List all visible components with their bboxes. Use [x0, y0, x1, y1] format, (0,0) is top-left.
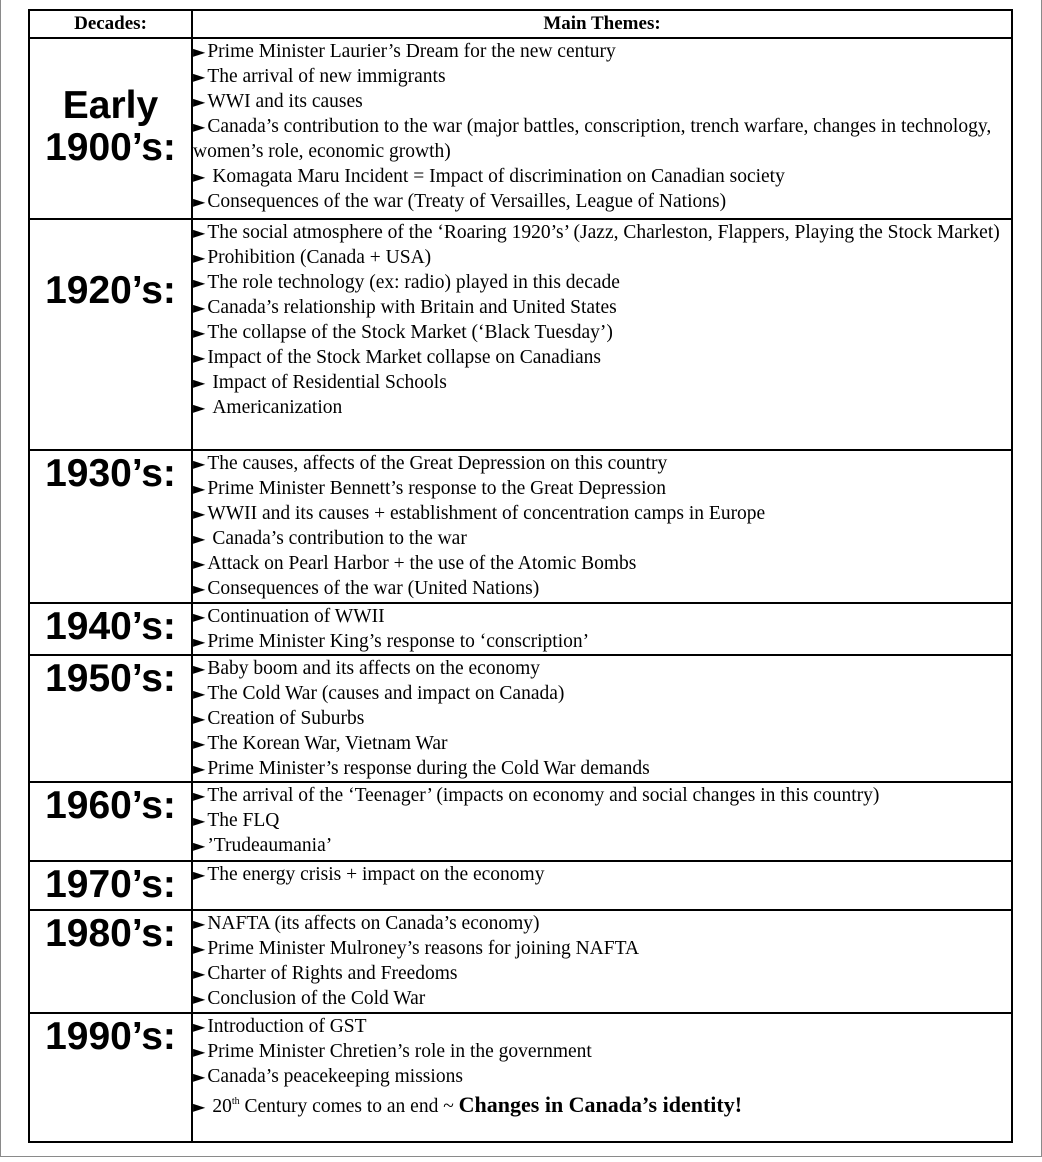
theme-item: [193, 220, 1011, 245]
theme-item: [193, 295, 1011, 320]
table-row-1950s: [29, 655, 1012, 782]
bullet-arrow-icon: ►: [193, 914, 206, 933]
decade-cell: [29, 910, 192, 1013]
theme-item-final: [193, 1092, 1011, 1119]
bullet-arrow-icon: ►: [193, 939, 206, 958]
theme-text: The FLQ: [207, 810, 280, 831]
decade-cell: [29, 603, 192, 655]
decade-label: 1920’s:: [45, 269, 176, 312]
bullet-arrow-icon: ►: [193, 1097, 206, 1116]
theme-item: [193, 39, 1011, 64]
theme-item: [193, 656, 1011, 681]
bullet-arrow-icon: ►: [193, 92, 206, 111]
theme-text: NAFTA (its affects on Canada’s economy): [207, 913, 540, 934]
decade-label: 1980’s:: [45, 912, 176, 955]
theme-item: [193, 961, 1011, 986]
decade-label-line-2: 1900’s:: [45, 126, 176, 169]
bullet-arrow-icon: ►: [193, 398, 206, 417]
theme-text: Canada’s contribution to the war (major battles, conscription, trench warfare, changes in technology, women’s role, economic growth): [193, 116, 992, 162]
table-row-1940s: [29, 603, 1012, 655]
themes-cell: [192, 861, 1012, 910]
table-row-1980s: [29, 910, 1012, 1013]
theme-item: [193, 833, 1011, 858]
bullet-arrow-icon: ►: [193, 373, 206, 392]
theme-text: Canada’s peacekeeping missions: [207, 1066, 463, 1087]
theme-item: [193, 551, 1011, 576]
decade-cell: [29, 782, 192, 861]
bullet-arrow-icon: ►: [193, 273, 206, 292]
ordinal-suffix: th: [231, 1096, 240, 1107]
theme-item: [193, 681, 1011, 706]
decade-label-line-1: Early: [62, 84, 159, 127]
theme-item: [193, 783, 1011, 808]
theme-text: The energy crisis + impact on the economy: [207, 864, 545, 885]
decade-cell: [29, 219, 192, 450]
theme-text: Attack on Pearl Harbor + the use of the Atomic Bombs: [207, 553, 637, 574]
theme-item: [193, 526, 1011, 551]
theme-item: [193, 986, 1011, 1011]
theme-item: [193, 370, 1011, 395]
bullet-arrow-icon: ►: [193, 167, 206, 186]
bullet-arrow-icon: ►: [193, 479, 206, 498]
theme-item: [193, 89, 1011, 114]
decade-cell: [29, 38, 192, 219]
theme-text: ’Trudeaumania’: [207, 835, 333, 856]
bullet-arrow-icon: ►: [193, 632, 206, 651]
bullet-arrow-icon: ►: [193, 323, 206, 342]
theme-item: [193, 731, 1011, 756]
theme-text: Impact of Residential Schools: [212, 372, 447, 393]
bullet-arrow-icon: ►: [193, 836, 206, 855]
header-row: [29, 10, 1012, 38]
bullet-arrow-icon: ►: [193, 964, 206, 983]
theme-item: [193, 345, 1011, 370]
theme-text: Impact of the Stock Market collapse on Canadians: [207, 347, 601, 368]
theme-item: [193, 245, 1011, 270]
themes-cell: [192, 782, 1012, 861]
theme-item: [193, 911, 1011, 936]
decade-label: 1970’s:: [45, 863, 176, 906]
theme-text: Creation of Suburbs: [207, 708, 365, 729]
theme-text: The arrival of new immigrants: [207, 66, 446, 87]
bullet-arrow-icon: ►: [193, 67, 206, 86]
theme-text: WWII and its causes + establishment of concentration camps in Europe: [207, 503, 766, 524]
bullet-arrow-icon: ►: [193, 1042, 206, 1061]
bullet-arrow-icon: ►: [193, 117, 206, 136]
table-row-1920s: [29, 219, 1012, 450]
theme-text: Consequences of the war (United Nations): [207, 578, 540, 599]
decade-label: 1990’s:: [45, 1015, 176, 1058]
theme-item: [193, 451, 1011, 476]
decade-cell: [29, 450, 192, 603]
decade-label: 1930’s:: [45, 452, 176, 495]
themes-cell: [192, 1013, 1012, 1142]
theme-text: The causes, affects of the Great Depression on this country: [207, 453, 668, 474]
bullet-arrow-icon: ►: [193, 989, 206, 1008]
theme-item: [193, 706, 1011, 731]
theme-text: Baby boom and its affects on the economy: [207, 658, 541, 679]
theme-item: [193, 1014, 1011, 1039]
century-number: 20: [212, 1096, 232, 1117]
decade-label: [30, 39, 191, 169]
theme-text: Consequences of the war (Treaty of Versailles, League of Nations): [207, 191, 727, 212]
theme-text: The collapse of the Stock Market (‘Black Tuesday’): [207, 322, 613, 343]
theme-text: Americanization: [212, 397, 343, 418]
bullet-arrow-icon: ►: [193, 1067, 206, 1086]
bullet-arrow-icon: ►: [193, 759, 206, 778]
theme-item: [193, 395, 1011, 420]
decade-label: 1960’s:: [45, 784, 176, 827]
decades-column-header: Decades:: [29, 10, 192, 38]
theme-item: [193, 320, 1011, 345]
theme-text: The role technology (ex: radio) played in this decade: [207, 272, 620, 293]
bullet-arrow-icon: ►: [193, 684, 206, 703]
theme-item: [193, 270, 1011, 295]
bullet-arrow-icon: ►: [193, 811, 206, 830]
bullet-arrow-icon: ►: [193, 1017, 206, 1036]
bullet-arrow-icon: ►: [193, 298, 206, 317]
theme-item: [193, 604, 1011, 629]
theme-item: [193, 756, 1011, 781]
theme-text: Prime Minister’s response during the Cold War demands: [207, 758, 650, 779]
bullet-arrow-icon: ►: [193, 607, 206, 626]
theme-item: [193, 629, 1011, 654]
bullet-arrow-icon: ►: [193, 454, 206, 473]
table-row-early-1900s: [29, 38, 1012, 219]
bullet-arrow-icon: ►: [193, 42, 206, 61]
bullet-arrow-icon: ►: [193, 865, 206, 884]
theme-item: [193, 936, 1011, 961]
theme-text: Conclusion of the Cold War: [207, 988, 426, 1009]
bullet-arrow-icon: ►: [193, 734, 206, 753]
theme-text: Prime Minister King’s response to ‘conscription’: [207, 631, 590, 652]
bullet-arrow-icon: ►: [193, 659, 206, 678]
theme-text: Prime Minister Bennett’s response to the Great Depression: [207, 478, 667, 499]
bullet-arrow-icon: ►: [193, 348, 206, 367]
bullet-arrow-icon: ►: [193, 709, 206, 728]
table-row-1960s: [29, 782, 1012, 861]
bullet-arrow-icon: ►: [193, 504, 206, 523]
theme-text: Canada’s contribution to the war: [212, 528, 467, 549]
theme-text: Canada’s relationship with Britain and United States: [207, 297, 617, 318]
theme-item: [193, 476, 1011, 501]
themes-cell: [192, 655, 1012, 782]
theme-text: Continuation of WWII: [207, 606, 385, 627]
theme-text: Komagata Maru Incident = Impact of discrimination on Canadian society: [212, 166, 785, 187]
theme-text: Prime Minister Chretien’s role in the government: [207, 1041, 592, 1062]
themes-cell: [192, 450, 1012, 603]
bullet-arrow-icon: ►: [193, 579, 206, 598]
theme-item: [193, 189, 1011, 214]
theme-text: Prohibition (Canada + USA): [207, 247, 432, 268]
bullet-arrow-icon: ►: [193, 248, 206, 267]
decade-cell: [29, 1013, 192, 1142]
theme-text: WWI and its causes: [207, 91, 363, 112]
theme-item: [193, 1064, 1011, 1089]
emphasis-text: Changes in Canada’s identity!: [458, 1092, 743, 1117]
table-row-1930s: [29, 450, 1012, 603]
theme-text: The arrival of the ‘Teenager’ (impacts on economy and social changes in this country): [207, 785, 880, 806]
bullet-arrow-icon: ►: [193, 554, 206, 573]
bullet-arrow-icon: ►: [193, 786, 206, 805]
themes-cell: [192, 603, 1012, 655]
bullet-arrow-icon: ►: [193, 529, 206, 548]
theme-item: [193, 114, 1011, 164]
decade-cell: [29, 655, 192, 782]
table-row-1990s: [29, 1013, 1012, 1142]
theme-item: [193, 64, 1011, 89]
decades-themes-table: [28, 9, 1013, 1143]
themes-cell: [192, 910, 1012, 1013]
theme-item: [193, 808, 1011, 833]
theme-text: Charter of Rights and Freedoms: [207, 963, 458, 984]
theme-text: Prime Minister Laurier’s Dream for the new century: [207, 41, 616, 62]
themes-column-header: Main Themes:: [192, 10, 1012, 38]
themes-cell: [192, 38, 1012, 219]
theme-text: Century comes to an end ~: [244, 1096, 454, 1117]
decade-label: 1950’s:: [45, 657, 176, 700]
themes-cell: [192, 219, 1012, 450]
theme-item: [193, 576, 1011, 601]
decade-label: 1940’s:: [45, 605, 176, 648]
decade-cell: [29, 861, 192, 910]
theme-item: [193, 501, 1011, 526]
theme-item: [193, 164, 1011, 189]
bullet-arrow-icon: ►: [193, 223, 206, 242]
theme-text: The Cold War (causes and impact on Canada): [207, 683, 565, 704]
theme-item: [193, 1039, 1011, 1064]
theme-text: The social atmosphere of the ‘Roaring 1920’s’ (Jazz, Charleston, Flappers, Playing the Stock Market): [207, 222, 1000, 243]
theme-text: Introduction of GST: [207, 1016, 367, 1037]
bullet-arrow-icon: ►: [193, 192, 206, 211]
table-row-1970s: [29, 861, 1012, 910]
theme-text: Prime Minister Mulroney’s reasons for joining NAFTA: [207, 938, 640, 959]
theme-item: [193, 862, 1011, 887]
theme-text: The Korean War, Vietnam War: [207, 733, 448, 754]
